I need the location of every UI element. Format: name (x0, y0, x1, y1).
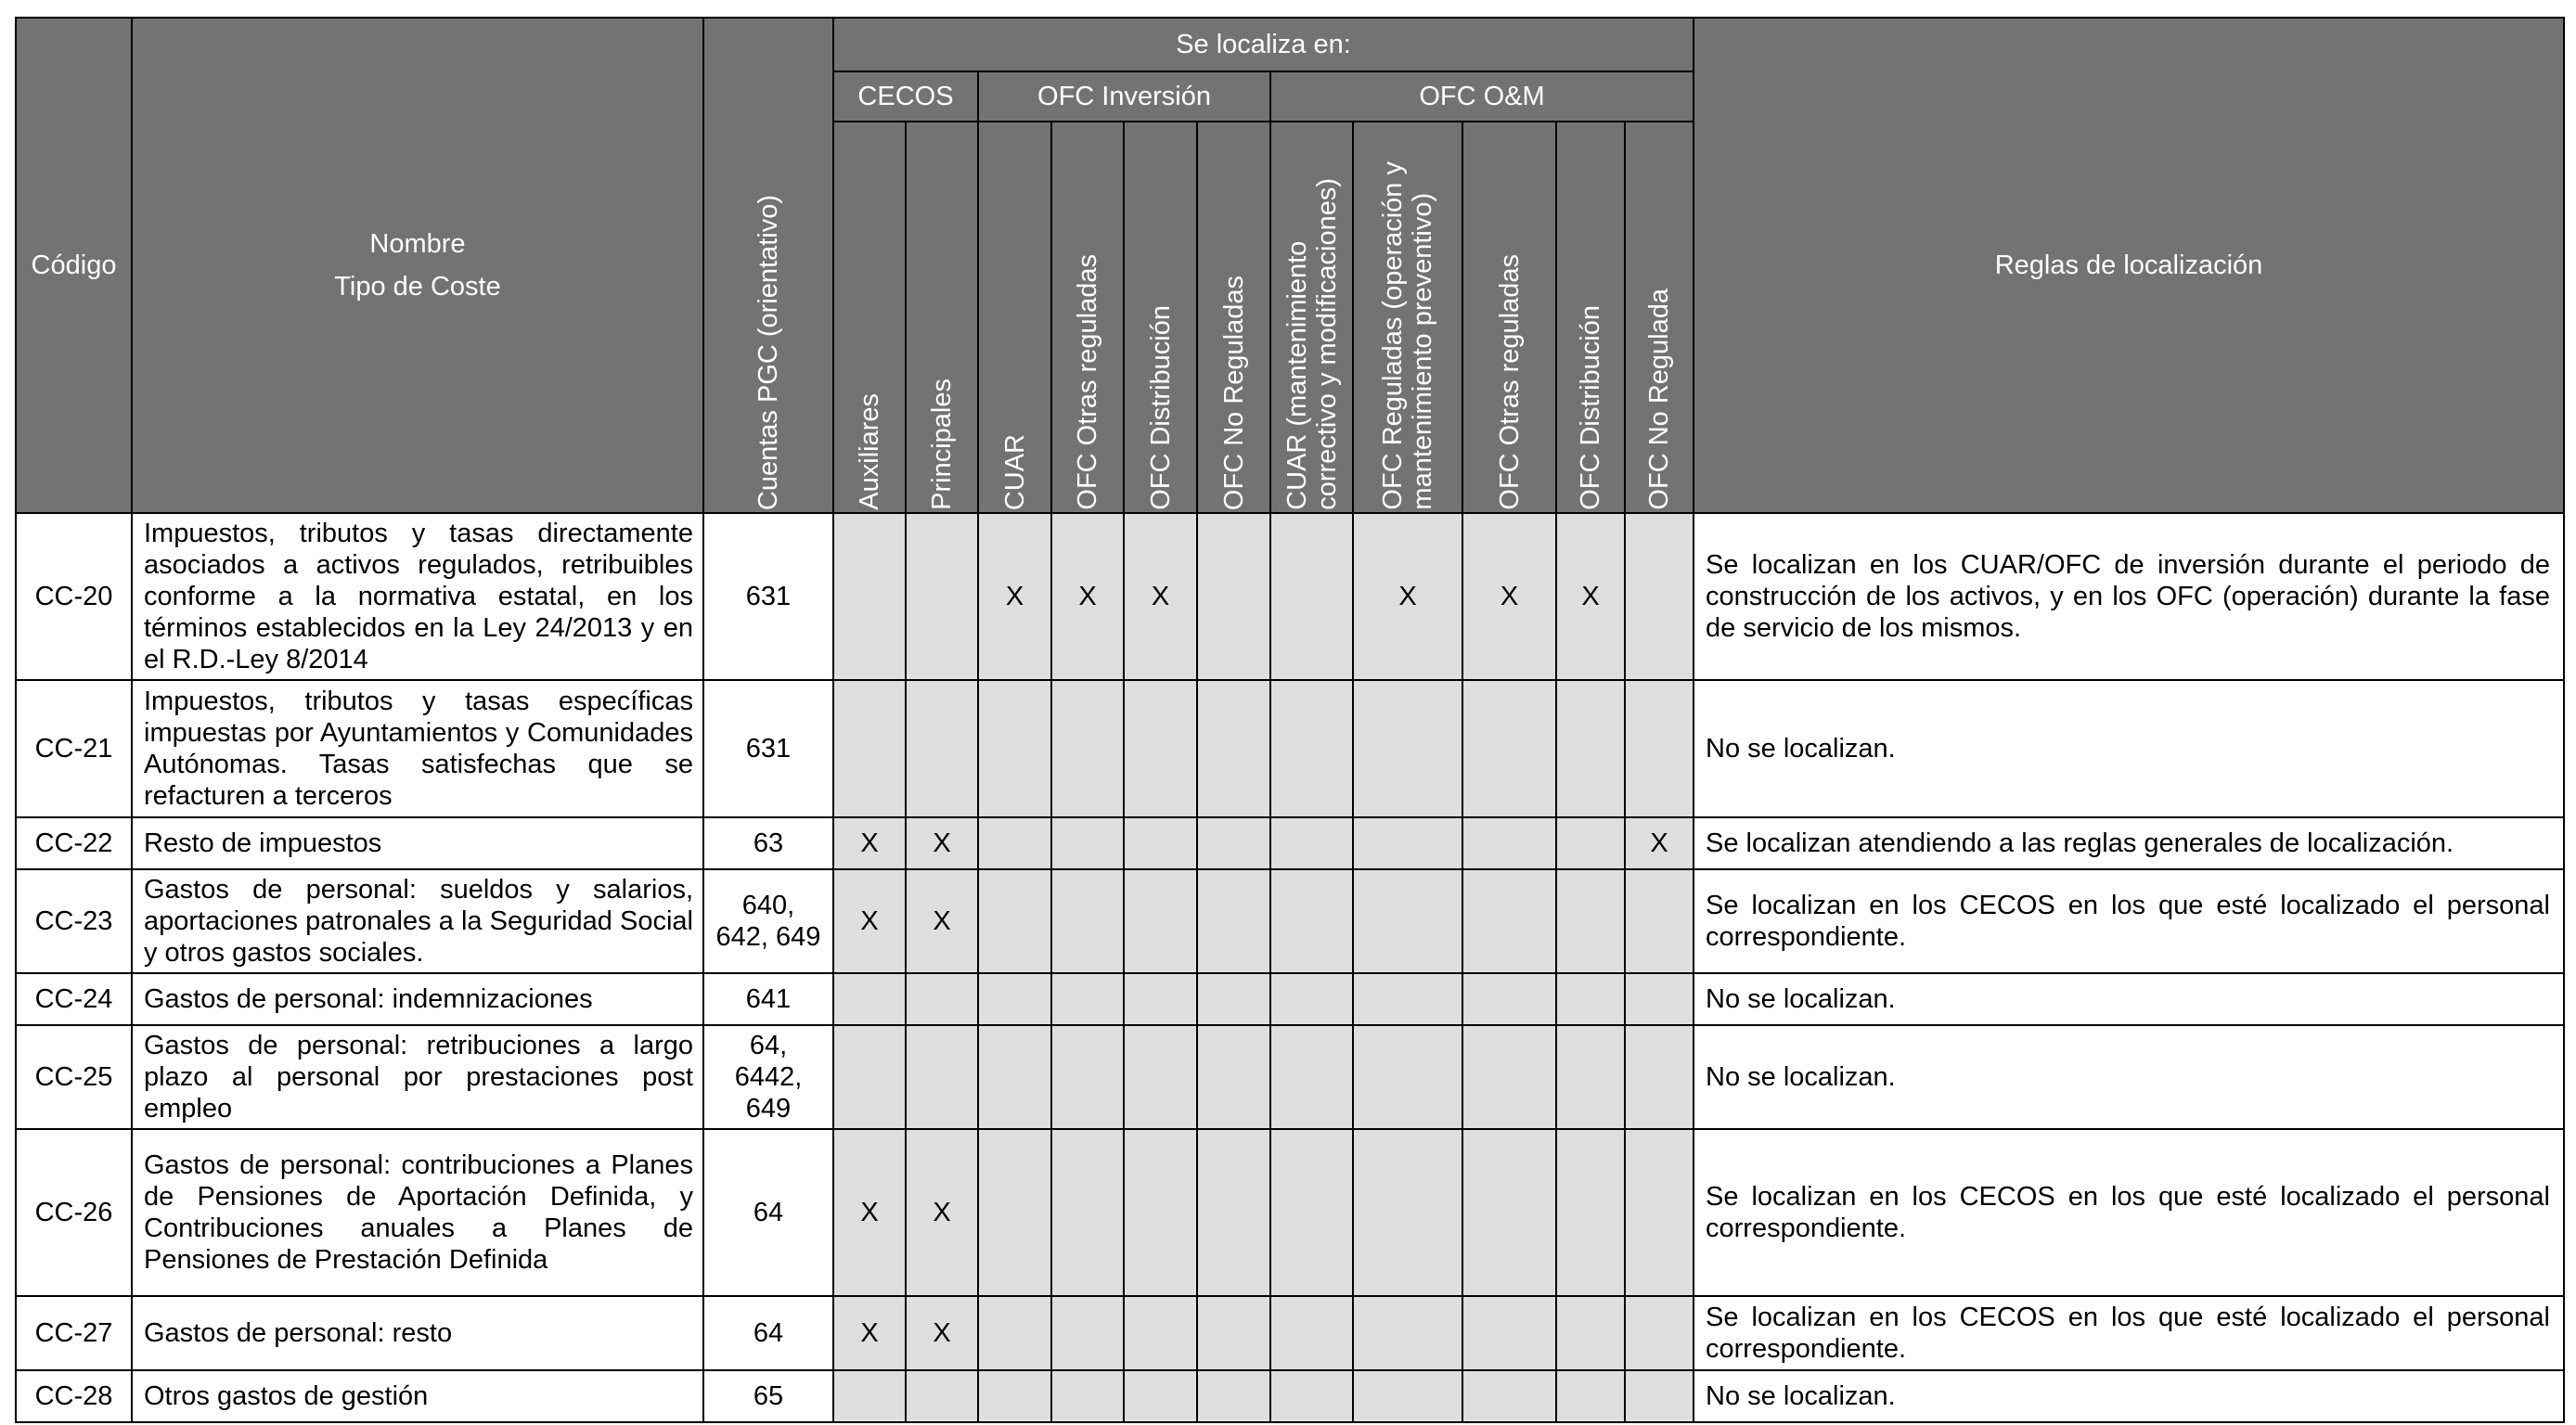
col-ofc-otras-reguladas-om-label: OFC Otras reguladas (1494, 254, 1525, 510)
row-mark-col-ofc-reguladas-operacion (1353, 1296, 1462, 1370)
row-mark-col-ofc-no-reguladas-om (1625, 1296, 1694, 1370)
row-mark-col-ofc-distribucion (1124, 1370, 1197, 1422)
row-mark-col-ofc-distribucion (1124, 1296, 1197, 1370)
row-rule: Se localizan en los CECOS en los que esté localizado el personal correspondiente. (1694, 869, 2564, 973)
row-mark-col-ofc-otras-reguladas (1051, 869, 1124, 973)
header-se-localiza: Se localiza en: (833, 18, 1694, 71)
row-mark-col-ofc-otras-reguladas (1051, 1129, 1124, 1296)
col-ofc-reguladas-operacion-label: OFC Reguladas (operación y mantenimiento preventivo) (1378, 161, 1437, 510)
row-accounts: 641 (703, 973, 833, 1025)
row-mark-col-cuar (978, 1129, 1051, 1296)
row-mark-col-principales (906, 1370, 978, 1422)
table-row (16, 513, 2564, 680)
row-mark-col-auxiliares: X (833, 1129, 906, 1296)
table-row (16, 973, 2564, 1025)
group-ofc-inversion: OFC Inversión (978, 71, 1270, 122)
row-mark-col-ofc-reguladas-operacion (1353, 973, 1462, 1025)
row-accounts: 631 (703, 513, 833, 680)
row-mark-col-cuar (978, 817, 1051, 869)
row-mark-col-ofc-no-reguladas (1197, 1025, 1270, 1129)
row-mark-col-cuar (978, 869, 1051, 973)
table-row (16, 1296, 2564, 1370)
table-row (16, 817, 2564, 869)
row-mark-col-ofc-reguladas-operacion (1353, 869, 1462, 973)
col-cuar-mantenimiento-label: CUAR (mantenimiento correctivo y modificaciones) (1282, 178, 1342, 510)
row-mark-col-ofc-otras-reguladas (1051, 1370, 1124, 1422)
row-mark-col-ofc-distribucion: X (1124, 513, 1197, 680)
row-mark-col-ofc-otras-reguladas-om (1462, 1370, 1556, 1422)
col-ofc-distribucion-om-label: OFC Distribución (1576, 305, 1605, 510)
row-mark-col-ofc-reguladas-operacion: X (1353, 513, 1462, 680)
row-mark-col-cuar (978, 1296, 1051, 1370)
row-mark-col-ofc-distribucion-om (1556, 1370, 1625, 1422)
row-mark-col-cuar (978, 680, 1051, 817)
row-mark-col-ofc-distribucion-om (1556, 680, 1625, 817)
group-ofc-om: OFC O&M (1270, 71, 1694, 122)
row-rule: Se localizan atendiendo a las reglas generales de localización. (1694, 817, 2564, 869)
row-mark-col-auxiliares: X (833, 869, 906, 973)
row-mark-col-ofc-no-reguladas-om (1625, 1370, 1694, 1422)
row-mark-col-auxiliares (833, 680, 906, 817)
row-mark-col-cuar (978, 1025, 1051, 1129)
col-principales-header (906, 122, 978, 513)
col-ofc-otras-reguladas-om-header (1462, 122, 1556, 513)
row-mark-col-ofc-otras-reguladas-om (1462, 1296, 1556, 1370)
row-name: Gastos de personal: sueldos y salarios, aportaciones patronales a la Seguridad Social y otros gastos sociales. (132, 869, 703, 973)
row-mark-col-cuar-mantenimiento (1270, 1370, 1353, 1422)
row-mark-col-ofc-reguladas-operacion (1353, 1129, 1462, 1296)
row-name: Gastos de personal: contribuciones a Planes de Pensiones de Aportación Definida, y Contribuciones anuales a Planes de Pensiones de Prestación Definida (132, 1129, 703, 1296)
row-mark-col-ofc-distribucion (1124, 869, 1197, 973)
row-mark-col-ofc-no-reguladas-om (1625, 1129, 1694, 1296)
row-mark-col-principales: X (906, 869, 978, 973)
row-mark-col-cuar (978, 1370, 1051, 1422)
row-mark-col-ofc-distribucion-om (1556, 1129, 1625, 1296)
row-code: CC-26 (16, 1129, 132, 1296)
row-code: CC-20 (16, 513, 132, 680)
col-ofc-no-reguladas-om-header (1625, 122, 1694, 513)
row-mark-col-ofc-reguladas-operacion (1353, 817, 1462, 869)
row-mark-col-ofc-no-reguladas (1197, 869, 1270, 973)
row-mark-col-cuar: X (978, 513, 1051, 680)
row-mark-col-ofc-reguladas-operacion (1353, 1025, 1462, 1129)
row-mark-col-principales: X (906, 1129, 978, 1296)
row-mark-col-ofc-otras-reguladas (1051, 973, 1124, 1025)
row-mark-col-principales (906, 513, 978, 680)
table-body (16, 513, 2564, 1422)
row-mark-col-ofc-otras-reguladas (1051, 1025, 1124, 1129)
row-mark-col-principales: X (906, 817, 978, 869)
row-mark-col-ofc-distribucion (1124, 1129, 1197, 1296)
col-ofc-no-reguladas-om-label: OFC No Regulada (1644, 289, 1674, 510)
col-ofc-reguladas-operacion-header (1353, 122, 1462, 513)
col-ofc-distribucion-om-header (1556, 122, 1625, 513)
header-reglas: Reglas de localización (1694, 18, 2564, 513)
row-mark-col-ofc-no-reguladas (1197, 680, 1270, 817)
col-auxiliares-header (833, 122, 906, 513)
row-name: Gastos de personal: indemnizaciones (132, 973, 703, 1025)
table-row (16, 1370, 2564, 1422)
row-mark-col-auxiliares: X (833, 817, 906, 869)
row-code: CC-28 (16, 1370, 132, 1422)
col-ofc-no-reguladas-header (1197, 122, 1270, 513)
row-mark-col-ofc-otras-reguladas: X (1051, 513, 1124, 680)
row-code: CC-22 (16, 817, 132, 869)
row-mark-col-ofc-distribucion-om (1556, 1025, 1625, 1129)
row-code: CC-24 (16, 973, 132, 1025)
row-mark-col-ofc-no-reguladas-om (1625, 680, 1694, 817)
row-name: Gastos de personal: resto (132, 1296, 703, 1370)
row-mark-col-ofc-no-reguladas (1197, 513, 1270, 680)
row-rule: No se localizan. (1694, 680, 2564, 817)
col-ofc-no-reguladas-label: OFC No Reguladas (1218, 275, 1249, 510)
row-mark-col-ofc-no-reguladas (1197, 817, 1270, 869)
row-mark-col-ofc-distribucion-om (1556, 1296, 1625, 1370)
row-accounts: 63 (703, 817, 833, 869)
row-mark-col-cuar-mantenimiento (1270, 1025, 1353, 1129)
row-mark-col-cuar-mantenimiento (1270, 869, 1353, 973)
row-mark-col-ofc-no-reguladas-om (1625, 513, 1694, 680)
row-mark-col-ofc-distribucion-om (1556, 817, 1625, 869)
col-cuar-mantenimiento-header (1270, 122, 1353, 513)
row-mark-col-ofc-no-reguladas (1197, 1129, 1270, 1296)
row-name: Gastos de personal: retribuciones a largo plazo al personal por prestaciones post empleo (132, 1025, 703, 1129)
row-code: CC-23 (16, 869, 132, 973)
row-mark-col-auxiliares (833, 1370, 906, 1422)
header-cuentas-label: Cuentas PGC (orientativo) (753, 194, 783, 510)
header-codigo: Código (16, 18, 132, 513)
row-code: CC-25 (16, 1025, 132, 1129)
col-ofc-distribucion-header (1124, 122, 1197, 513)
row-rule: Se localizan en los CECOS en los que esté localizado el personal correspondiente. (1694, 1296, 2564, 1370)
row-mark-col-ofc-distribucion (1124, 973, 1197, 1025)
row-rule: Se localizan en los CUAR/OFC de inversión durante el periodo de construcción de los activos, y en los OFC (operación) durante la fase de servicio de los mismos. (1694, 513, 2564, 680)
row-mark-col-ofc-otras-reguladas-om (1462, 1025, 1556, 1129)
col-cuar-label: CUAR (999, 433, 1030, 510)
row-accounts: 64 (703, 1129, 833, 1296)
row-accounts: 640, 642, 649 (703, 869, 833, 973)
row-accounts: 65 (703, 1370, 833, 1422)
row-mark-col-ofc-no-reguladas-om (1625, 869, 1694, 973)
row-mark-col-ofc-no-reguladas (1197, 1296, 1270, 1370)
row-mark-col-auxiliares: X (833, 1296, 906, 1370)
group-cecos: CECOS (833, 71, 978, 122)
row-mark-col-ofc-reguladas-operacion (1353, 680, 1462, 817)
row-mark-col-principales: X (906, 1296, 978, 1370)
row-mark-col-principales (906, 1025, 978, 1129)
header-nombre: Nombre Tipo de Coste (132, 18, 703, 513)
row-rule: No se localizan. (1694, 1025, 2564, 1129)
header-cuentas (703, 18, 833, 513)
row-mark-col-ofc-otras-reguladas (1051, 817, 1124, 869)
table-row (16, 680, 2564, 817)
row-code: CC-21 (16, 680, 132, 817)
row-mark-col-cuar-mantenimiento (1270, 513, 1353, 680)
row-mark-col-ofc-reguladas-operacion (1353, 1370, 1462, 1422)
row-mark-col-ofc-distribucion-om: X (1556, 513, 1625, 680)
col-auxiliares-label: Auxiliares (855, 393, 884, 510)
row-mark-col-ofc-otras-reguladas (1051, 680, 1124, 817)
row-mark-col-ofc-otras-reguladas-om: X (1462, 513, 1556, 680)
row-mark-col-cuar-mantenimiento (1270, 817, 1353, 869)
row-mark-col-ofc-otras-reguladas (1051, 1296, 1124, 1370)
row-code: CC-27 (16, 1296, 132, 1370)
row-mark-col-ofc-otras-reguladas-om (1462, 817, 1556, 869)
row-name: Impuestos, tributos y tasas específicas impuestas por Ayuntamientos y Comunidades Autónomas. Tasas satisfechas que se refacturen a terceros (132, 680, 703, 817)
row-mark-col-ofc-distribucion (1124, 680, 1197, 817)
table-row (16, 1025, 2564, 1129)
row-mark-col-ofc-no-reguladas-om (1625, 973, 1694, 1025)
row-mark-col-ofc-otras-reguladas-om (1462, 1129, 1556, 1296)
row-mark-col-cuar-mantenimiento (1270, 973, 1353, 1025)
col-principales-label: Principales (927, 379, 957, 510)
row-mark-col-cuar (978, 973, 1051, 1025)
row-name: Otros gastos de gestión (132, 1370, 703, 1422)
table-row (16, 1129, 2564, 1296)
table-row (16, 869, 2564, 973)
row-mark-col-ofc-no-reguladas-om (1625, 1025, 1694, 1129)
row-mark-col-cuar-mantenimiento (1270, 680, 1353, 817)
row-mark-col-ofc-no-reguladas (1197, 973, 1270, 1025)
row-mark-col-cuar-mantenimiento (1270, 1129, 1353, 1296)
row-mark-col-ofc-otras-reguladas-om (1462, 973, 1556, 1025)
row-mark-col-auxiliares (833, 973, 906, 1025)
row-rule: No se localizan. (1694, 973, 2564, 1025)
col-ofc-distribucion-label: OFC Distribución (1145, 305, 1176, 510)
row-name: Resto de impuestos (132, 817, 703, 869)
row-mark-col-ofc-distribucion-om (1556, 973, 1625, 1025)
row-rule: No se localizan. (1694, 1370, 2564, 1422)
row-mark-col-principales (906, 680, 978, 817)
row-mark-col-cuar-mantenimiento (1270, 1296, 1353, 1370)
col-ofc-otras-reguladas-header (1051, 122, 1124, 513)
row-mark-col-ofc-otras-reguladas-om (1462, 869, 1556, 973)
col-ofc-otras-reguladas-label: OFC Otras reguladas (1073, 254, 1102, 510)
row-mark-col-ofc-no-reguladas-om: X (1625, 817, 1694, 869)
row-mark-col-ofc-distribucion-om (1556, 869, 1625, 973)
row-mark-col-ofc-otras-reguladas-om (1462, 680, 1556, 817)
col-cuar-header (978, 122, 1051, 513)
row-mark-col-ofc-distribucion (1124, 1025, 1197, 1129)
row-accounts: 64, 6442, 649 (703, 1025, 833, 1129)
row-mark-col-ofc-no-reguladas (1197, 1370, 1270, 1422)
row-accounts: 64 (703, 1296, 833, 1370)
row-mark-col-auxiliares (833, 1025, 906, 1129)
table-header (16, 18, 2564, 513)
row-accounts: 631 (703, 680, 833, 817)
row-mark-col-principales (906, 973, 978, 1025)
row-name: Impuestos, tributos y tasas directamente asociados a activos regulados, retribuibles conforme a la normativa estatal, en los términos establecidos en la Ley 24/2013 y en el R.D.-Ley 8/2014 (132, 513, 703, 680)
row-mark-col-auxiliares (833, 513, 906, 680)
row-rule: Se localizan en los CECOS en los que esté localizado el personal correspondiente. (1694, 1129, 2564, 1296)
row-mark-col-ofc-distribucion (1124, 817, 1197, 869)
cost-localization-table (15, 17, 2565, 1423)
